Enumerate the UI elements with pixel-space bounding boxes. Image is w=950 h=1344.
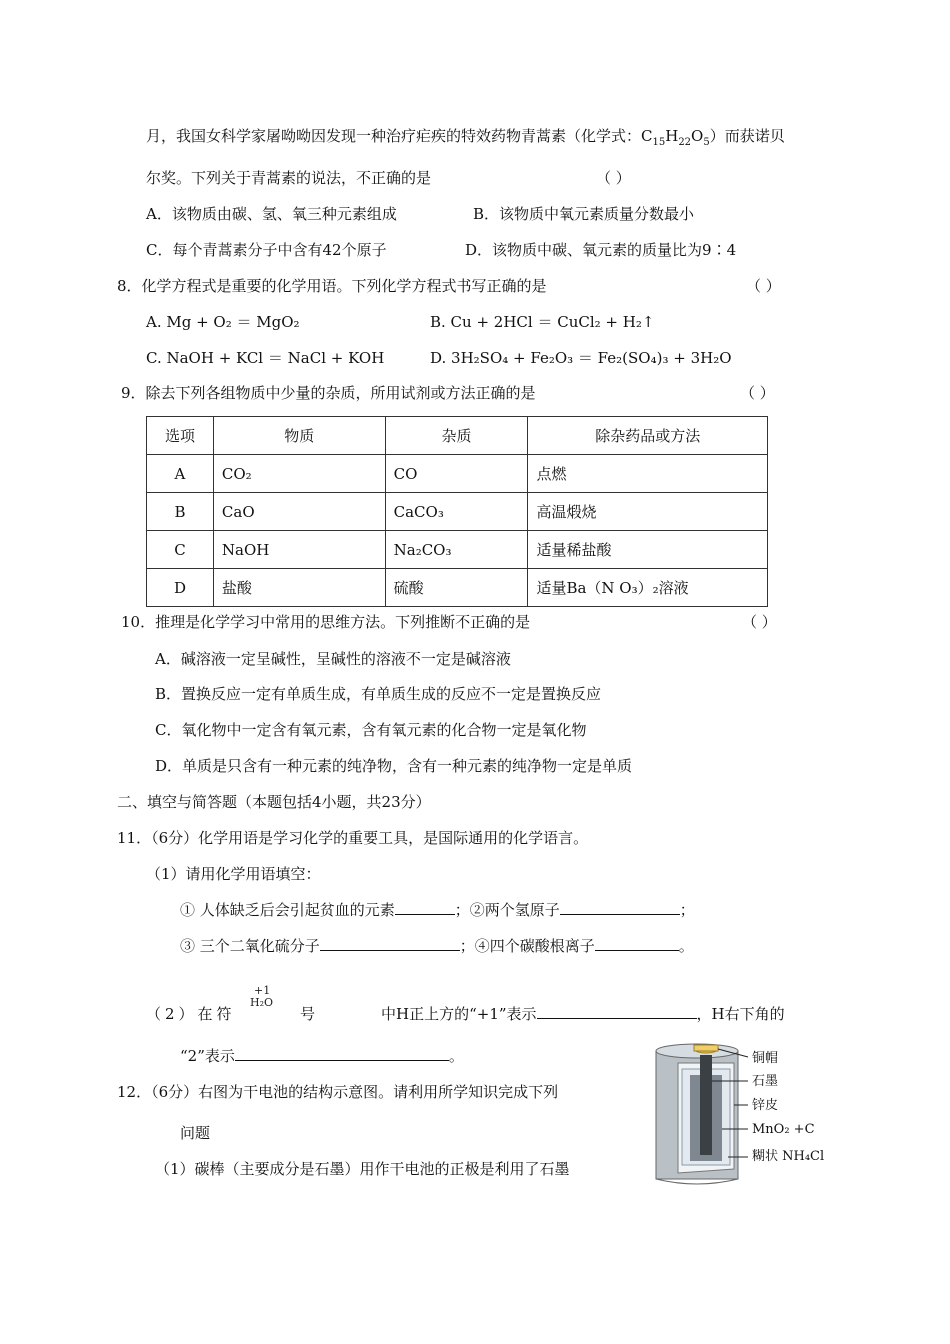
table-row	[147, 455, 768, 493]
table-cell: CaCO₃	[385, 493, 528, 531]
q10-option-a: A．碱溶液一定呈碱性，呈碱性的溶液不一定是碱溶液	[155, 650, 511, 668]
table-header: 选项	[147, 417, 214, 455]
q11-fill-text: ③ 三个二氧化硫分子	[180, 937, 320, 955]
table-cell: 适量稀盐酸	[528, 531, 768, 569]
q11-fill-text: ；	[679, 901, 695, 919]
q7-stem-line2: 尔奖。下列关于青蒿素的说法，不正确的是	[146, 169, 432, 187]
q8-answer-paren: （ ）	[746, 277, 781, 295]
table-cell: CO	[385, 455, 528, 493]
q11-part2-b: 号	[300, 1005, 316, 1023]
label-graphite: 石墨	[752, 1074, 779, 1089]
q10-stem: 10．推理是化学学习中常用的思维方法。下列推断不正确的是	[121, 613, 531, 631]
q11-part2-a: （2）在符	[146, 1005, 236, 1023]
q12-part1: （1）碳棒（主要成分是石墨）用作干电池的正极是利用了石墨	[155, 1160, 570, 1178]
label-copper-cap: 铜帽	[752, 1051, 779, 1066]
table-cell: B	[147, 493, 214, 531]
q11-fill-text: 。	[678, 937, 694, 955]
dry-battery-diagram	[648, 1041, 838, 1193]
q9-options-table	[146, 416, 768, 607]
answer-blank[interactable]	[537, 1004, 697, 1019]
q11-fill-text: ，H右下角的	[696, 1005, 785, 1023]
table-cell: C	[147, 531, 214, 569]
table-row	[147, 531, 768, 569]
q11-fill-text: ① 人体缺乏后会引起贫血的元素	[180, 901, 395, 919]
table-cell: CaO	[213, 493, 385, 531]
q11-fill-line1	[180, 900, 695, 920]
q7-stem-text: 月，我国女科学家屠呦呦因发现一种治疗疟疾的特效药物青蒿素（化学式：C	[146, 127, 653, 145]
q12-stem: 12．（6分）右图为干电池的结构示意图。请利用所学知识完成下列	[117, 1083, 559, 1101]
answer-blank[interactable]	[320, 936, 460, 951]
q9-stem: 9．除去下列各组物质中少量的杂质，所用试剂或方法正确的是	[121, 384, 536, 402]
q11-fill-text: “2”表示	[180, 1047, 235, 1065]
q8-option-d: D. 3H₂SO₄ + Fe₂O₃ ＝ Fe₂(SO₄)₃ + 3H₂O	[430, 349, 732, 367]
label-mno2-c: MnO₂ +C	[752, 1122, 815, 1137]
q7-option-c: C．每个青蒿素分子中含有42个原子	[146, 241, 387, 259]
q11-part2-c	[381, 1004, 785, 1024]
table-header: 物质	[213, 417, 385, 455]
section-heading: 二、填空与简答题（本题包括4小题，共23分）	[117, 793, 431, 811]
label-nh4cl-paste: 糊状 NH₄Cl	[752, 1149, 825, 1164]
table-cell: 盐酸	[213, 569, 385, 607]
q7-answer-paren: （ ）	[596, 169, 631, 187]
answer-blank[interactable]	[595, 936, 679, 951]
table-cell: 点燃	[528, 455, 768, 493]
table-cell: A	[147, 455, 214, 493]
q10-option-c: C．氧化物中一定含有氧元素，含有氧元素的化合物一定是氧化物	[155, 721, 587, 739]
q11-fill-text: 。	[448, 1047, 464, 1065]
formula-sub: 5	[703, 137, 710, 148]
formula-text: H₂O	[250, 996, 274, 1009]
table-row	[147, 493, 768, 531]
q8-stem: 8．化学方程式是重要的化学用语。下列化学方程式书写正确的是	[117, 277, 547, 295]
q9-answer-paren: （ ）	[740, 384, 775, 402]
table-header: 除杂药品或方法	[528, 417, 768, 455]
table-header: 杂质	[385, 417, 528, 455]
formula-sub: 15	[652, 137, 666, 148]
q11-fill-text: ；②两个氢原子	[454, 901, 560, 919]
q11-fill-line2	[180, 936, 694, 956]
q10-answer-paren: （ ）	[742, 613, 777, 631]
q11-part1: （1）请用化学用语填空：	[146, 865, 321, 883]
formula-charge: +1	[254, 984, 271, 997]
formula-sub: 22	[678, 137, 692, 148]
answer-blank[interactable]	[560, 900, 680, 915]
table-cell: Na₂CO₃	[385, 531, 528, 569]
table-cell: 高温煅烧	[528, 493, 768, 531]
answer-blank[interactable]	[235, 1046, 449, 1061]
q7-stem-tail: ）而获诺贝	[709, 127, 785, 145]
answer-blank[interactable]	[395, 900, 455, 915]
table-cell: NaOH	[213, 531, 385, 569]
formula-o: O	[691, 127, 704, 145]
table-cell: 适量Ba（N O₃）₂溶液	[528, 569, 768, 607]
formula-h: H	[665, 127, 679, 145]
q12-stem-cont: 问题	[180, 1124, 211, 1142]
table-cell: CO₂	[213, 455, 385, 493]
table-cell: D	[147, 569, 214, 607]
q11-fill-text: 中H正上方的“+1”表示	[381, 1005, 537, 1023]
table-cell: 硫酸	[385, 569, 528, 607]
q10-option-b: B．置换反应一定有单质生成，有单质生成的反应不一定是置换反应	[155, 685, 602, 703]
q11-fill-text: ；④四个碳酸根离子	[459, 937, 595, 955]
q7-stem-line1	[146, 126, 785, 153]
table-header-row	[147, 417, 768, 455]
q8-option-a: A. Mg + O₂ ＝ MgO₂	[146, 313, 300, 331]
q11-stem: 11．（6分）化学用语是学习化学的重要工具，是国际通用的化学语言。	[117, 829, 589, 847]
q7-option-d: D．该物质中碳、氧元素的质量比为9∶4	[465, 241, 737, 259]
q8-option-b: B. Cu + 2HCl ＝ CuCl₂ + H₂↑	[430, 313, 655, 331]
q11-part2-d	[180, 1046, 464, 1066]
label-zinc-shell: 锌皮	[752, 1098, 779, 1113]
formula-image	[250, 985, 273, 1009]
table-row	[147, 569, 768, 607]
q7-option-b: B．该物质中氧元素质量分数最小	[473, 205, 695, 223]
q10-option-d: D．单质是只含有一种元素的纯净物，含有一种元素的纯净物一定是单质	[155, 757, 633, 775]
q8-option-c: C. NaOH + KCl ＝ NaCl + KOH	[146, 349, 385, 367]
q7-option-a: A．该物质由碳、氢、氧三种元素组成	[146, 205, 397, 223]
